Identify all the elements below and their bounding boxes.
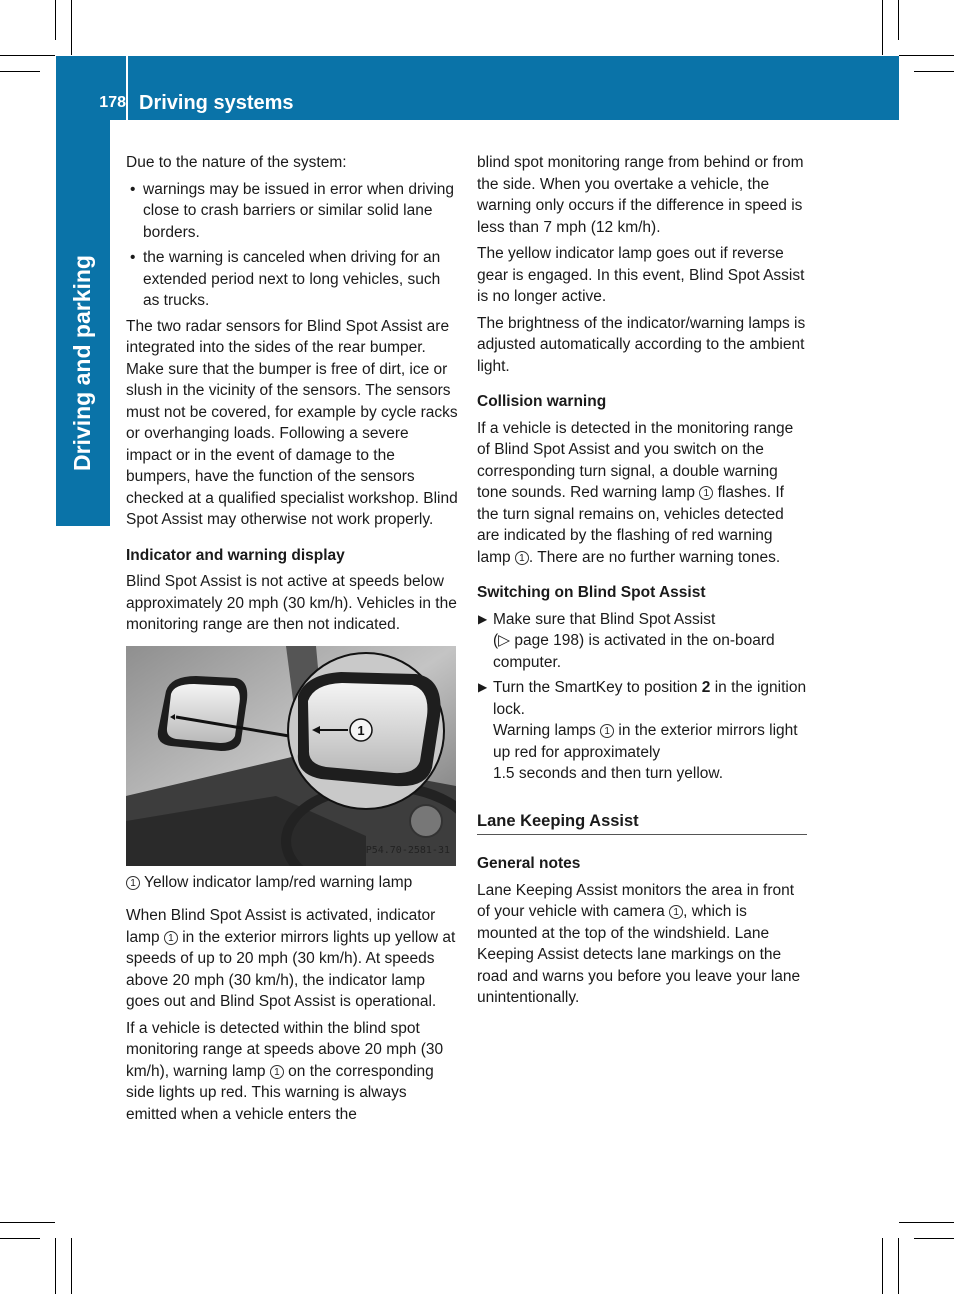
continued-paragraph: blind spot monitoring range from behind or from the side. When you overtake a vehicle, the warning only occurs if the difference in speed is less than 7 mph (12 km/h). bbox=[477, 154, 804, 236]
indicator-paragraph: Blind Spot Assist is not active at speeds below approximately 20 mph (30 km/h). Vehicles in the monitoring range are then not indicated. bbox=[126, 573, 457, 633]
text-run: , which is mounted at the top of the windshield. Lane Keeping Assist detects lane markings on the road and warns you before you leave your lane unintentionally. bbox=[477, 903, 801, 1006]
brightness-paragraph: The brightness of the indicator/warning lamps is adjusted automatically according to the ambient light. bbox=[477, 314, 806, 375]
list-item: • the warning is canceled when driving for an extended period next to long vehicles, such as trucks. bbox=[126, 247, 458, 312]
crop-mark bbox=[71, 1238, 72, 1294]
activated-paragraph bbox=[126, 905, 458, 1013]
switching-heading: Switching on Blind Spot Assist bbox=[477, 584, 706, 601]
step-arrow-icon: ▶ bbox=[478, 680, 488, 694]
text-run: When Blind Spot Assist is activated, indicator lamp bbox=[126, 907, 436, 946]
crop-mark bbox=[0, 71, 40, 72]
text-run: in the exterior mirrors lights up yellow at speeds of up to 20 mph (30 km/h). At speeds above 20 mph (30 km/h), the indicator lamp goes out and Blind Spot Assist is operational. bbox=[126, 928, 456, 1010]
section-title: Driving systems bbox=[139, 92, 294, 114]
right-column bbox=[477, 152, 807, 1014]
callout-marker: 1 bbox=[669, 905, 683, 919]
general-notes-heading: General notes bbox=[477, 855, 581, 872]
reverse-paragraph: The yellow indicator lamp goes out if reverse gear is engaged. In this event, Blind Spot Assist is no longer active. bbox=[477, 245, 805, 305]
text-run: on the corresponding side lights up red. This warning is always emitted when a vehicle enters the bbox=[126, 1062, 434, 1123]
crop-mark bbox=[898, 0, 899, 40]
crop-mark bbox=[71, 0, 72, 55]
crop-mark bbox=[55, 0, 56, 40]
text-run: . There are no further warning tones. bbox=[528, 548, 781, 566]
crop-mark bbox=[914, 71, 954, 72]
text-run: Warning lamps bbox=[493, 722, 596, 739]
list-item: • warnings may be issued in error when driving close to crash barriers or similar solid lane borders. bbox=[126, 179, 458, 244]
crop-mark bbox=[0, 1222, 55, 1223]
text-run: in the ignition lock. bbox=[493, 679, 807, 718]
collision-heading: Collision warning bbox=[477, 393, 607, 410]
callout-marker: 1 bbox=[515, 551, 529, 565]
step-arrow-icon: ▶ bbox=[478, 611, 488, 626]
text-run: flashes. If the turn signal remains on, vehicles detected are indicated by the flashing of red warning lamp bbox=[477, 484, 784, 566]
instruction-step bbox=[477, 609, 807, 674]
crop-mark bbox=[0, 55, 55, 56]
crop-mark bbox=[899, 55, 954, 56]
crop-mark bbox=[898, 1238, 899, 1294]
sensors-paragraph: The two radar sensors for Blind Spot Assist are integrated into the sides of the rear bumper. Make sure that the bumper is free of dirt, ice or slush in the vicinity of the sensors. The sensors must not be covered, for example by cycle racks or overhanging loads. Following a severe impact or in the event of damage to the bumpers, have the function of the sensors checked at a qualified specialist workshop. Blind Spot Assist may otherwise not work properly. bbox=[126, 317, 458, 528]
callout-marker: 1 bbox=[164, 931, 178, 945]
figure-callout: 1 bbox=[357, 722, 365, 738]
callout-marker: 1 bbox=[699, 486, 713, 500]
mirror-illustration bbox=[126, 646, 456, 866]
page-reference: (▷ page 198) is activated in the on-board computer. bbox=[493, 632, 775, 671]
instruction-step bbox=[477, 677, 807, 785]
text-run: in the exterior mirrors light up red for approximately bbox=[493, 722, 798, 761]
page-header bbox=[56, 56, 899, 120]
key-position: 2 bbox=[701, 679, 711, 696]
mirror-photo bbox=[126, 646, 456, 866]
crop-mark bbox=[0, 1238, 40, 1239]
indicator-heading: Indicator and warning display bbox=[126, 546, 345, 564]
page-number: 178 bbox=[99, 94, 126, 111]
chapter-tab bbox=[56, 120, 110, 526]
figure-code: P54.70-2581-31 bbox=[365, 845, 450, 856]
figure-caption bbox=[126, 872, 458, 894]
crop-mark bbox=[55, 1238, 56, 1294]
text-run: 1.5 seconds and then turn yellow. bbox=[493, 765, 724, 782]
crop-mark bbox=[914, 1238, 954, 1239]
text-run: If a vehicle is detected within the blind spot monitoring range at speeds above 20 mph (30 km/h), warning lamp bbox=[126, 1019, 444, 1080]
left-column bbox=[126, 152, 458, 1130]
general-paragraph bbox=[477, 880, 807, 1009]
text-run: Lane Keeping Assist monitors the area in front of your vehicle with camera bbox=[477, 881, 795, 920]
callout-marker: 1 bbox=[126, 876, 140, 890]
crop-mark bbox=[899, 1222, 954, 1223]
text-run: Turn the SmartKey to position bbox=[493, 679, 698, 696]
crop-mark bbox=[882, 1238, 883, 1294]
collision-paragraph bbox=[477, 418, 807, 569]
lane-keeping-heading: Lane Keeping Assist bbox=[477, 811, 807, 836]
text-run: Make sure that Blind Spot Assist bbox=[493, 610, 716, 628]
header-divider bbox=[126, 56, 128, 120]
intro-text: Due to the nature of the system: bbox=[126, 154, 347, 171]
text-run: If a vehicle is detected in the monitoring range of Blind Spot Assist and you switch on the corresponding turn signal, a double warning tone sounds. Red warning lamp bbox=[477, 419, 794, 501]
crop-mark bbox=[882, 0, 883, 55]
chapter-tab-label: Driving and parking bbox=[69, 255, 95, 471]
callout-marker: 1 bbox=[600, 724, 614, 738]
callout-marker: 1 bbox=[270, 1065, 284, 1079]
detected-paragraph bbox=[126, 1018, 458, 1126]
caption-text: Yellow indicator lamp/red warning lamp bbox=[144, 873, 413, 891]
